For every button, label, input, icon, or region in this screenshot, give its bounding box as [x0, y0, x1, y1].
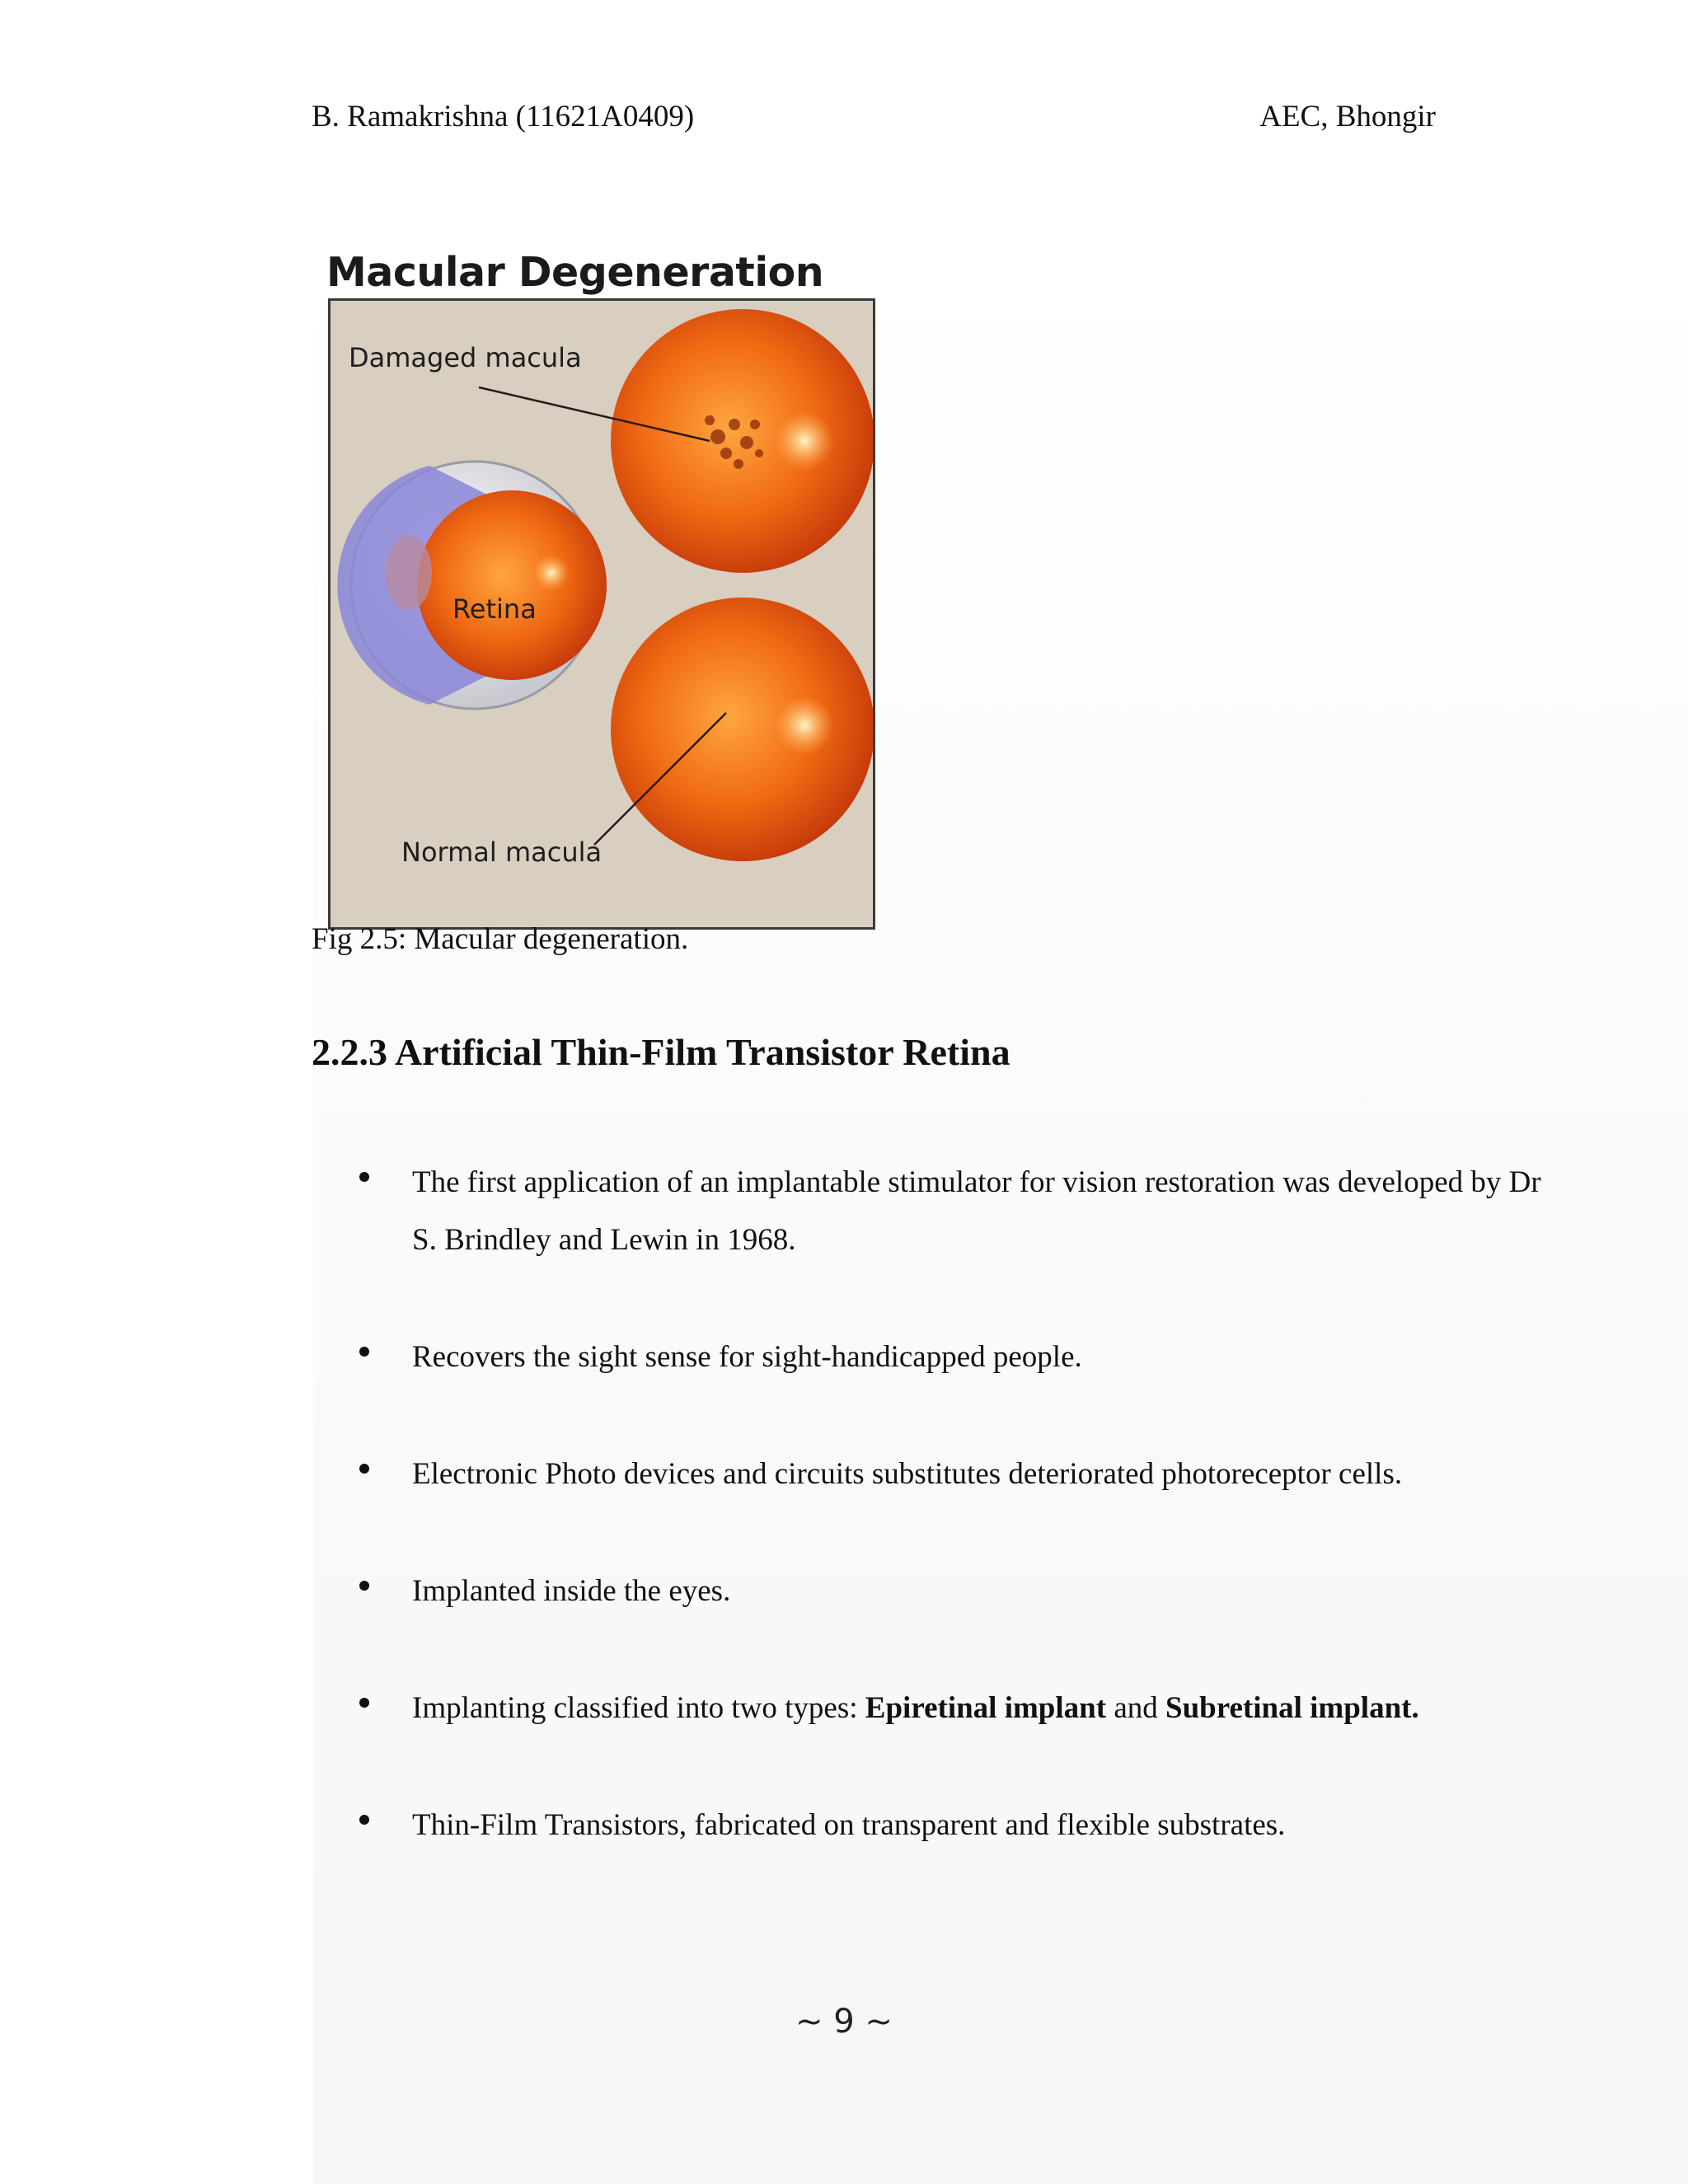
eye-illustration — [331, 301, 873, 927]
epiretinal-implant-term: Epiretinal implant — [865, 1691, 1107, 1725]
bullet-text-plain: Implanting classified into two types: — [412, 1691, 865, 1725]
bullet-icon — [359, 1815, 369, 1825]
bullet-icon — [359, 1581, 369, 1591]
bullet-text: The first application of an implantable stimulator for vision restoration was developed by Dr S. Brindley and Lewin in 1968. — [412, 1165, 1541, 1257]
macular-degeneration-figure — [323, 247, 824, 868]
bullet-icon — [359, 1698, 369, 1708]
bullet-text: Thin-Film Transistors, fabricated on transparent and flexible substrates. — [412, 1808, 1286, 1842]
page-number: ~ 9 ~ — [795, 2003, 893, 2041]
bullet-icon — [359, 1172, 369, 1182]
bullet-text: Electronic Photo devices and circuits substitutes deteriorated photoreceptor cells. — [412, 1457, 1403, 1491]
figure-title: Macular Degeneration — [326, 249, 824, 296]
label-damaged-macula: Damaged macula — [349, 342, 582, 373]
bullet-text: Recovers the sight sense for sight-handicapped people. — [412, 1340, 1082, 1374]
bullet-text: Implanted inside the eyes. — [412, 1574, 731, 1608]
bullet-text-conjunction: and — [1106, 1691, 1165, 1725]
subretinal-implant-term: Subretinal implant. — [1165, 1691, 1419, 1725]
bullet-text — [412, 1680, 1571, 1737]
figure-caption: Fig 2.5: Macular degeneration. — [312, 922, 689, 956]
label-normal-macula: Normal macula — [401, 837, 603, 868]
header-author: B. Ramakrishna (11621A0409) — [312, 100, 695, 134]
bullet-icon — [359, 1347, 369, 1357]
section-heading: 2.2.3 Artificial Thin-Film Transistor Retina — [312, 1031, 1010, 1073]
bullet-icon — [359, 1464, 369, 1474]
page-header — [312, 99, 1436, 134]
header-institution: AEC, Bhongir — [1259, 100, 1436, 134]
figure-illustration — [328, 298, 875, 930]
label-retina: Retina — [452, 593, 537, 625]
